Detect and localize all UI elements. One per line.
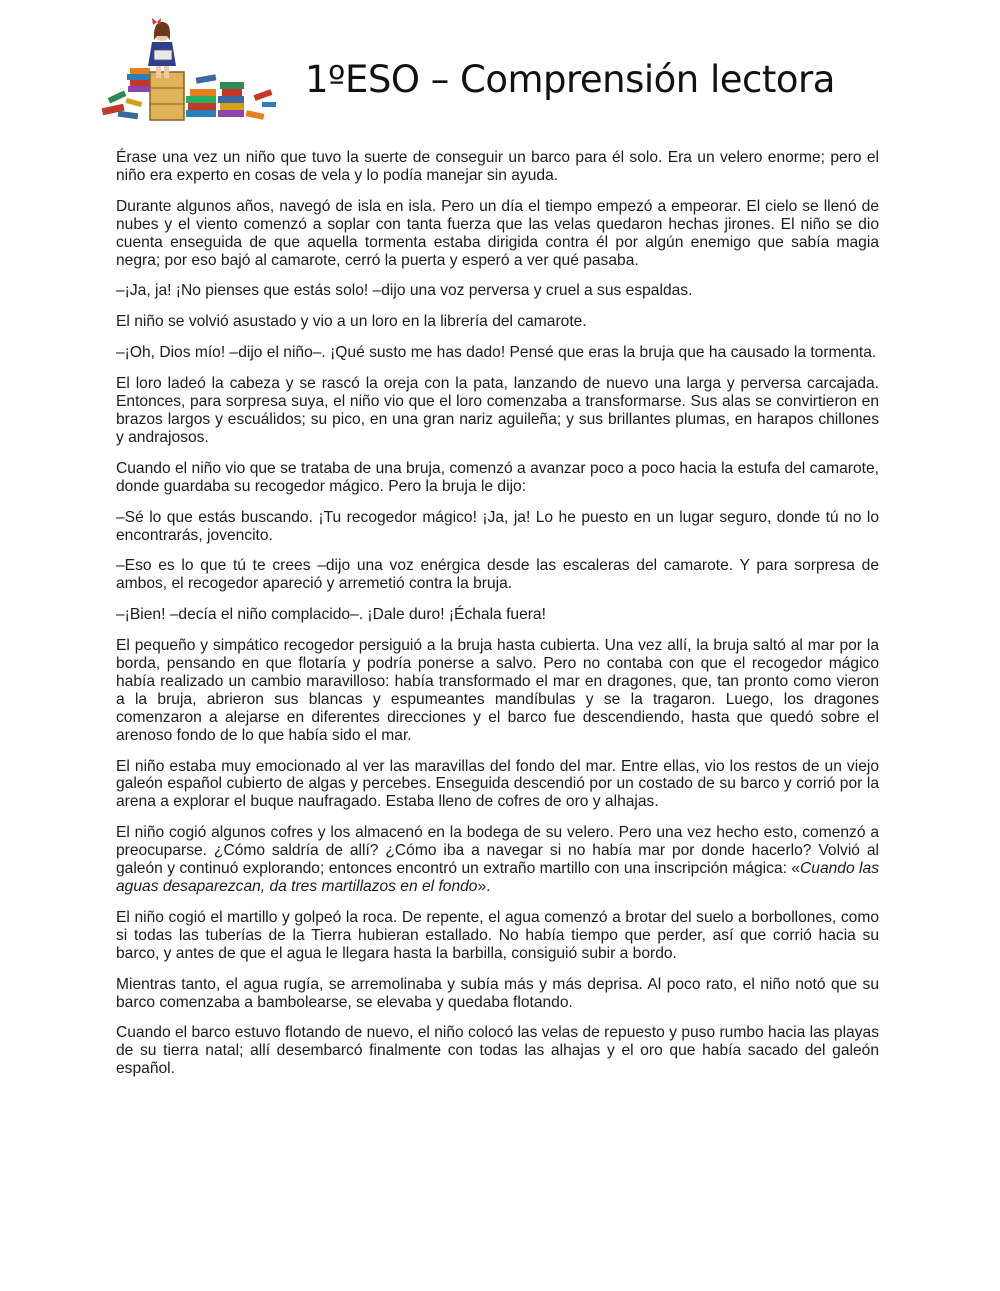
story-text bbox=[116, 149, 879, 1091]
paragraph: El niño cogió el martillo y golpeó la roca. De repente, el agua comenzó a brotar del suelo a borbollones, como si todas las tuberías de la Tierra hubieran estallado. No había tiempo que perder, así que corrió hacia su barco, y antes de que el agua le llegara hasta la barbilla, consiguió subir a bordo. bbox=[116, 908, 879, 962]
magic-inscription: Cuando las aguas desaparezcan, da tres martillazos en el fondo bbox=[116, 860, 879, 895]
paragraph: Mientras tanto, el agua rugía, se arremolinaba y subía más y más deprisa. Al poco rato, el niño notó que su barco comenzaba a bambolearse, se elevaba y quedaba flotando. bbox=[116, 975, 879, 1011]
paragraph: Érase una vez un niño que tuvo la suerte de conseguir un barco para él solo. Era un velero enorme; pero el niño era experto en cosas de vela y lo podía manejar sin ayuda. bbox=[116, 149, 879, 184]
paragraph: –¡Ja, ja! ¡No pienses que estás solo! –dijo una voz perversa y cruel a sus espaldas. bbox=[116, 282, 693, 300]
paragraph: –Sé lo que estás buscando. ¡Tu recogedor mágico! ¡Ja, ja! Lo he puesto en un lugar seguro, donde tú no lo encontrarás, jovencito. bbox=[116, 508, 879, 544]
paragraph: –Eso es lo que tú te crees –dijo una voz enérgica desde las escaleras del camarote. Y para sorpresa de ambos, el recogedor apareció y arremetió contra la bruja. bbox=[116, 557, 879, 593]
paragraph-text: ». bbox=[477, 878, 491, 895]
page-title: 1ºESO – Comprensión lectora bbox=[305, 58, 835, 101]
paragraph: El niño estaba muy emocionado al ver las maravillas del fondo del mar. Entre ellas, vio los restos de un viejo galeón español cubierto de algas y percebes. Enseguida descendió por un costado de su barco y corrió por la arena a explorar el buque naufragado. Estaba lleno de cofres de oro y alhajas. bbox=[116, 757, 879, 811]
paragraph: El pequeño y simpático recogedor persiguió a la bruja hasta cubierta. Una vez allí, la bruja saltó al mar por la borda, pensando en que flotaría y podría ponerse a salvo. Pero no contaba con que el recogedor mágico había realizado un cambio maravilloso: había transformado el mar en dragones, que, tan pronto como vieron a la bruja, abrieron sus blancas y espumeantes mandíbulas y se la tragaron. Luego, los dragones comenzaron a alejarse en diferentes direcciones y el barco fue descendiendo, hasta que quedó sobre el arenoso fondo de lo que había sido el mar. bbox=[116, 637, 879, 744]
paragraph: Cuando el niño vio que se trataba de una bruja, comenzó a avanzar poco a poco hacia la estufa del camarote, donde guardaba su recogedor mágico. Pero la bruja le dijo: bbox=[116, 459, 879, 495]
paragraph: El niño se volvió asustado y vio a un loro en la librería del camarote. bbox=[116, 313, 587, 331]
paragraph-text: El niño cogió algunos cofres y los almacenó en la bodega de su velero. Pero una vez hecho esto, comenzó a preocuparse. ¿Cómo saldría de allí? ¿Cómo iba a navegar si no había mar por donde hacerlo? Volvió al galeón y continuó explorando; entonces encontró un extraño martillo con una inscripción mágica: « bbox=[116, 824, 879, 878]
girl-reading-on-books-icon bbox=[100, 14, 280, 126]
page-header bbox=[0, 0, 1000, 135]
paragraph: Durante algunos años, navegó de isla en isla. Pero un día el tiempo empezó a empeorar. El cielo se llenó de nubes y el viento comenzó a soplar con tanta fuerza que las velas quedaron hechas jirones. El niño se dio cuenta enseguida de que aquella tormenta estaba dirigida contra él por algún enemigo que sabía magia negra; por eso bajó al camarote, cerró la puerta y esperó a ver qué pasaba. bbox=[116, 197, 879, 269]
paragraph: El loro ladeó la cabeza y se rascó la oreja con la pata, lanzando de nuevo una larga y perversa carcajada. Entonces, para sorpresa suya, el niño vio que el loro comenzaba a transformarse. Sus alas se convirtieron en brazos largos y escuálidos; su pico, en una gran nariz aguileña; y sus brillantes plumas, en harapos chillones y andrajosos. bbox=[116, 375, 879, 446]
paragraph bbox=[116, 824, 879, 896]
paragraph: –¡Oh, Dios mío! –dijo el niño–. ¡Qué susto me has dado! Pensé que eras la bruja que ha causado la tormenta. bbox=[116, 344, 877, 362]
paragraph: Cuando el barco estuvo flotando de nuevo, el niño colocó las velas de repuesto y puso rumbo hacia las playas de su tierra natal; allí desembarcó finalmente con todas las alhajas y el oro que había sacado del galeón español. bbox=[116, 1024, 879, 1078]
paragraph: –¡Bien! –decía el niño complacido–. ¡Dale duro! ¡Échala fuera! bbox=[116, 606, 546, 624]
